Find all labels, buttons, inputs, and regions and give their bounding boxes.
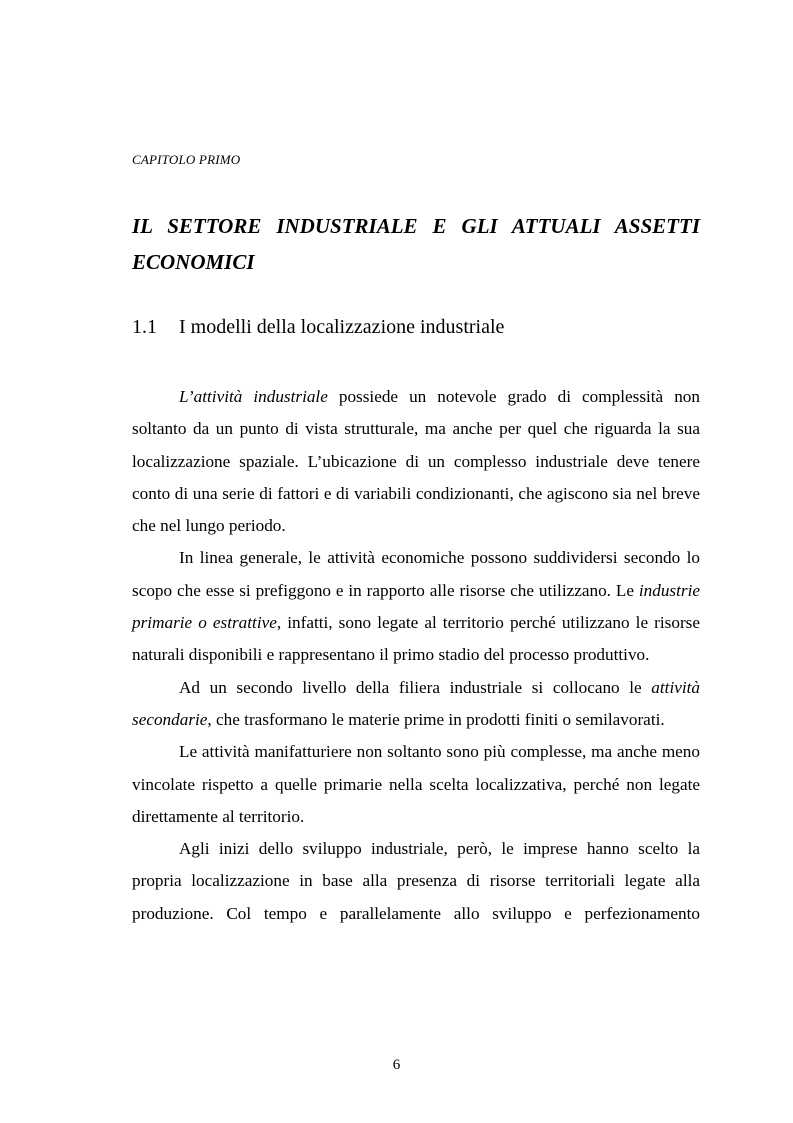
section-title: I modelli della localizzazione industriale (179, 316, 505, 338)
paragraph-4-text: Le attività manifatturiere non soltanto sono più complesse, ma anche meno vincolate rispetto a quelle primarie nella scelta localizzativa, perché non legate direttamente al territorio. (132, 742, 700, 826)
paragraph-3-italic: attività secondarie (132, 677, 700, 729)
paragraph-5-text: Agli inizi dello sviluppo industriale, però, le imprese hanno scelto la propria localizzazione in base alla presenza di risorse territoriali legate alla produzione. Col tempo e parallelamente allo sviluppo e perfezionamento (132, 839, 700, 923)
section-number: 1.1 (132, 316, 157, 338)
paragraph-3-text-b: , che trasformano le materie prime in prodotti finiti o semilavorati. (207, 709, 665, 729)
paragraph-2-text-b: , infatti, sono legate al territorio perché utilizzano le risorse naturali disponibili e rappresentano il primo stadio del processo produttivo. (132, 613, 700, 665)
paragraph-1-text: possiede un notevole grado di complessità non soltanto da un punto di vista strutturale, ma anche per quel che riguarda la sua localizzazione spaziale. L’ubicazione di un complesso industriale deve tenere conto di una serie di fattori e di variabili condizionanti, che agiscono sia nel breve che nel lungo periodo. (132, 387, 700, 536)
paragraph-3-text-a: Ad un secondo livello della filiera industriale si collocano le (179, 677, 652, 697)
chapter-title: IL SETTORE INDUSTRIALE E GLI ATTUALI ASSETTI ECONOMICI (132, 214, 700, 274)
paragraph-1 (132, 381, 700, 542)
paragraph-4 (132, 736, 700, 833)
paragraph-2-text-a: In linea generale, le attività economiche possono suddividersi secondo lo scopo che esse si prefiggono e in rapporto alle risorse che utilizzano. Le (132, 548, 700, 600)
body-text (132, 381, 700, 930)
paragraph-2-italic: industrie primarie o estrattive (132, 580, 700, 633)
paragraph-1-italic: L’attività industriale (179, 387, 328, 406)
paragraph-3 (132, 672, 700, 737)
page-number: 6 (392, 1057, 401, 1073)
paragraph-2 (132, 542, 700, 671)
chapter-label: CAPITOLO PRIMO (132, 152, 241, 167)
section-heading (132, 316, 504, 339)
paragraph-5 (132, 833, 700, 930)
